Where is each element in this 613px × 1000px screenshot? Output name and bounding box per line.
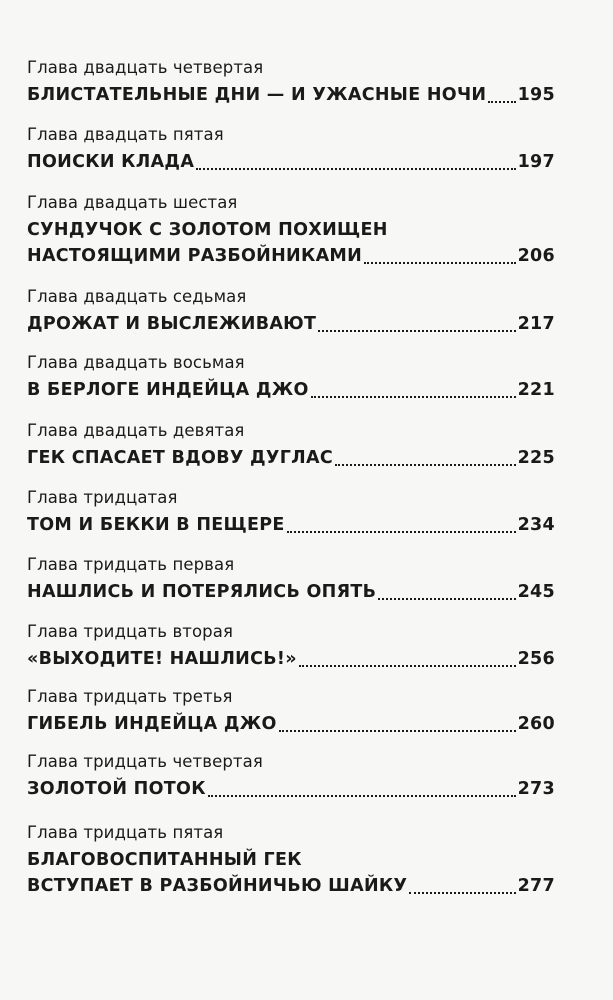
toc-line	[27, 776, 555, 802]
chapter-label: Глава двадцать девятая	[27, 421, 245, 440]
dot-leader	[279, 729, 516, 732]
page-number: 245	[517, 582, 555, 602]
page-number: 206	[517, 246, 555, 266]
chapter-label: Глава двадцать четвертая	[27, 58, 264, 77]
page-number: 234	[517, 515, 555, 535]
chapter-label: Глава двадцать седьмая	[27, 287, 247, 306]
dot-leader	[378, 597, 515, 600]
chapter-title: «ВЫХОДИТЕ! НАШЛИСЬ!»	[27, 649, 297, 669]
toc-line	[27, 711, 555, 737]
dot-leader	[364, 261, 515, 264]
chapter-label: Глава тридцатая	[27, 488, 178, 507]
page-number: 277	[517, 876, 555, 896]
toc-line	[27, 149, 555, 175]
toc-entry	[27, 352, 555, 403]
chapter-label: Глава двадцать восьмая	[27, 353, 245, 372]
toc-entry	[27, 686, 555, 737]
toc-entry	[27, 751, 555, 802]
dot-leader	[287, 530, 516, 533]
toc-line	[27, 512, 555, 538]
toc-entry	[27, 487, 555, 538]
chapter-label: Глава тридцать первая	[27, 555, 235, 574]
chapter-title: НАШЛИСЬ И ПОТЕРЯЛИСЬ ОПЯТЬ	[27, 582, 377, 602]
dot-leader	[488, 100, 515, 103]
dot-leader	[409, 891, 515, 894]
chapter-title: ГЕК СПАСАЕТ ВДОВУ ДУГЛАС	[27, 448, 333, 468]
toc-line	[27, 311, 555, 337]
chapter-title: ЗОЛОТОЙ ПОТОК	[27, 779, 206, 799]
page-number: 256	[517, 649, 555, 669]
dot-leader	[299, 664, 516, 667]
toc-entry	[27, 57, 555, 108]
toc-entry	[27, 192, 555, 269]
chapter-title-cont: ВСТУПАЕТ В РАЗБОЙНИЧЬЮ ШАЙКУ	[27, 876, 408, 896]
chapter-label: Глава тридцать пятая	[27, 823, 224, 842]
toc-line	[27, 847, 555, 873]
toc-line	[27, 82, 555, 108]
toc-entry	[27, 286, 555, 337]
toc-line	[27, 243, 555, 269]
chapter-title: В БЕРЛОГЕ ИНДЕЙЦА ДЖО	[27, 380, 309, 400]
chapter-title: ГИБЕЛЬ ИНДЕЙЦА ДЖО	[27, 714, 277, 734]
toc-line	[27, 217, 555, 243]
chapter-title: ДРОЖАТ И ВЫСЛЕЖИВАЮТ	[27, 314, 317, 334]
dot-leader	[196, 167, 515, 170]
dot-leader	[335, 463, 516, 466]
dot-leader	[208, 794, 516, 797]
chapter-label: Глава тридцать вторая	[27, 622, 233, 641]
dot-leader	[311, 395, 516, 398]
toc-entry	[27, 124, 555, 175]
chapter-title: БЛАГОВОСПИТАННЫЙ ГЕК	[27, 850, 302, 870]
toc-entry	[27, 621, 555, 672]
chapter-title: ТОМ И БЕККИ В ПЕЩЕРЕ	[27, 515, 285, 535]
page-number: 225	[517, 448, 555, 468]
toc-line	[27, 445, 555, 471]
page-number: 260	[517, 714, 555, 734]
toc-entry	[27, 822, 555, 899]
chapter-label: Глава двадцать шестая	[27, 193, 238, 212]
dot-leader	[318, 329, 515, 332]
chapter-title: СУНДУЧОК С ЗОЛОТОМ ПОХИЩЕН	[27, 220, 388, 240]
page-number: 195	[517, 85, 555, 105]
toc-line	[27, 873, 555, 899]
page-number: 217	[517, 314, 555, 334]
page-number: 221	[517, 380, 555, 400]
toc-line	[27, 579, 555, 605]
chapter-label: Глава тридцать четвертая	[27, 752, 263, 771]
chapter-label: Глава тридцать третья	[27, 687, 233, 706]
page-number: 197	[517, 152, 555, 172]
toc-entry	[27, 420, 555, 471]
toc-line	[27, 377, 555, 403]
page-number: 273	[517, 779, 555, 799]
chapter-title-cont: НАСТОЯЩИМИ РАЗБОЙНИКАМИ	[27, 246, 363, 266]
chapter-label: Глава двадцать пятая	[27, 125, 224, 144]
chapter-title: ПОИСКИ КЛАДА	[27, 152, 195, 172]
toc-line	[27, 646, 555, 672]
chapter-title: БЛИСТАТЕЛЬНЫЕ ДНИ — И УЖАСНЫЕ НОЧИ	[27, 85, 487, 105]
toc-entry	[27, 554, 555, 605]
